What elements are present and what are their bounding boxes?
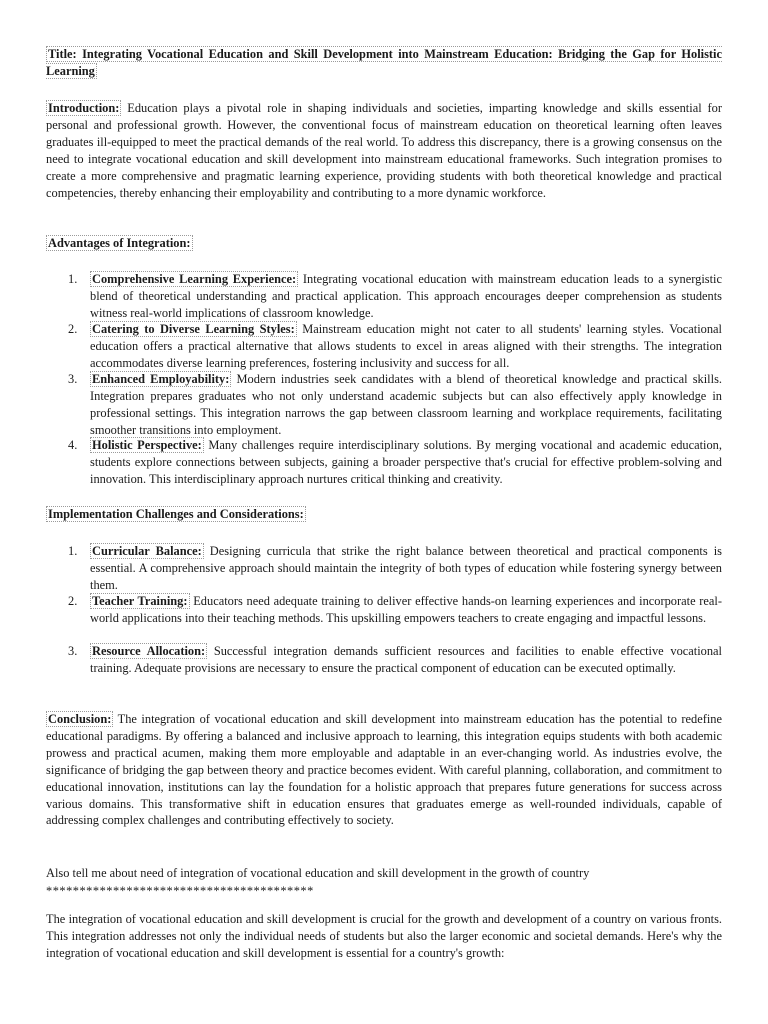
list-item [46,437,722,488]
list-item-label: Enhanced Employability: [92,372,230,386]
list-item-text: Modern industries seek candidates with a blend of theoretical knowledge and practical skills. Integration prepares graduates who not only understand academic subjects but can also effectively apply knowledge in professional settings. This integration narrows the gap between classroom learning and workplace requirements, facilitating smoother transitions into employment. [90,372,722,437]
challenges-heading-block [46,506,722,523]
list-item [46,543,722,593]
advantages-list [46,271,722,488]
list-number: 2. [68,322,78,336]
list-item-label: Holistic Perspective: [92,438,202,452]
list-number: 2. [68,594,78,608]
follow-up-question: Also tell me about need of integration of vocational education and skill development in the growth of country [46,866,590,880]
challenges-heading: Implementation Challenges and Considerations: [48,507,304,521]
list-number: 3. [68,644,78,658]
list-item-label: Catering to Diverse Learning Styles: [92,322,295,336]
answer-paragraph: The integration of vocational education and skill development is crucial for the growth and development of a country on various fronts. This integration addresses not only the individual needs of students but also the larger economic and societal demands. Here's why the integration of vocational education and skill development is essential for a country's growth: [46,912,722,960]
advantages-heading: Advantages of Integration: [48,236,191,250]
introduction-paragraph [46,100,722,201]
list-item [46,321,722,371]
list-item-text: Many challenges require interdisciplinary solutions. By merging vocational and academic education, students explore connections between subjects, gaining a broader perspective that's crucial for effective problem-solving and innovation. This interdisciplinary approach nurtures critical thinking and creativity. [90,438,722,486]
list-item-text: Designing curricula that strike the right balance between theoretical and practical components is essential. A comprehensive approach should maintain the integrity of both types of education while fostering synergy between them. [90,544,722,592]
list-item [46,371,722,437]
list-item [46,271,722,321]
advantages-heading-block [46,235,722,252]
list-item-label: Comprehensive Learning Experience: [92,272,297,286]
conclusion-heading: Conclusion: [48,712,112,726]
introduction-heading: Introduction: [48,101,120,115]
list-item-text: Integrating vocational education with mainstream education leads to a synergistic blend of theoretical understanding and practical application. This approach encourages deeper comprehension as students witness real-world implications of classroom knowledge. [90,272,722,320]
list-number: 1. [68,272,78,286]
list-item [46,643,722,677]
list-item-text: Successful integration demands sufficient resources and facilities to enable effective vocational training. Adequate provisions are necessary to ensure the practical component of education can be executed optimally. [90,644,722,675]
conclusion-text: The integration of vocational education and skill development into mainstream education has the potential to redefine educational paradigms. By offering a balanced and inclusive approach to learning, this integration equips students with both academic prowess and practical acumen, making them more employable and adaptable in an ever-changing world. As industries evolve, the significance of bridging the gap between theory and practice becomes evident. With careful planning, collaboration, and commitment to educational innovation, institutions can lay the foundation for a holistic approach that prepares future generations for success across various domains. This transformative shift in education ensures that graduates emerge as well-rounded individuals, capable of addressing complex challenges and contributing effectively to society. [46,712,723,828]
document-title-block [46,46,722,80]
list-item [46,593,722,643]
document-title: Title: Integrating Vocational Education and Skill Development into Mainstream Education: Bridging the Gap for Holistic Learning [46,47,722,78]
list-number: 1. [68,544,78,558]
list-item-text: Educators need adequate training to deliver effective hands-on learning experiences and incorporate real-world applications into their teaching methods. This upskilling empowers teachers to create engaging and impactful lessons. [90,594,722,625]
list-item-label: Teacher Training: [92,594,188,608]
list-item-label: Resource Allocation: [92,644,206,658]
introduction-text: Education plays a pivotal role in shaping individuals and societies, imparting knowledge and skills essential for personal and professional growth. However, the conventional focus of mainstream education on theoretical learning often leaves graduates ill-equipped to meet the practical demands of the real world. To address this discrepancy, there is a growing consensus on the need to integrate vocational education and skill development into mainstream educational frameworks. Such integration promises to create a more comprehensive and pragmatic learning experience, providing students with both theoretical knowledge and practical competencies, thereby enhancing their employability and contributing to a more dynamic workforce. [46,101,722,200]
list-item-label: Curricular Balance: [92,544,202,558]
list-number: 3. [68,372,78,386]
challenges-list [46,543,722,677]
list-number: 4. [68,438,78,452]
separator-line: **************************************** [46,884,314,898]
list-item-text: Mainstream education might not cater to all students' learning styles. Vocational education offers a practical alternative that allows students to excel in areas aligned with their strengths. The integration accommodates diverse learning preferences, fostering inclusivity and success for all. [90,322,722,370]
conclusion-paragraph [46,711,722,829]
